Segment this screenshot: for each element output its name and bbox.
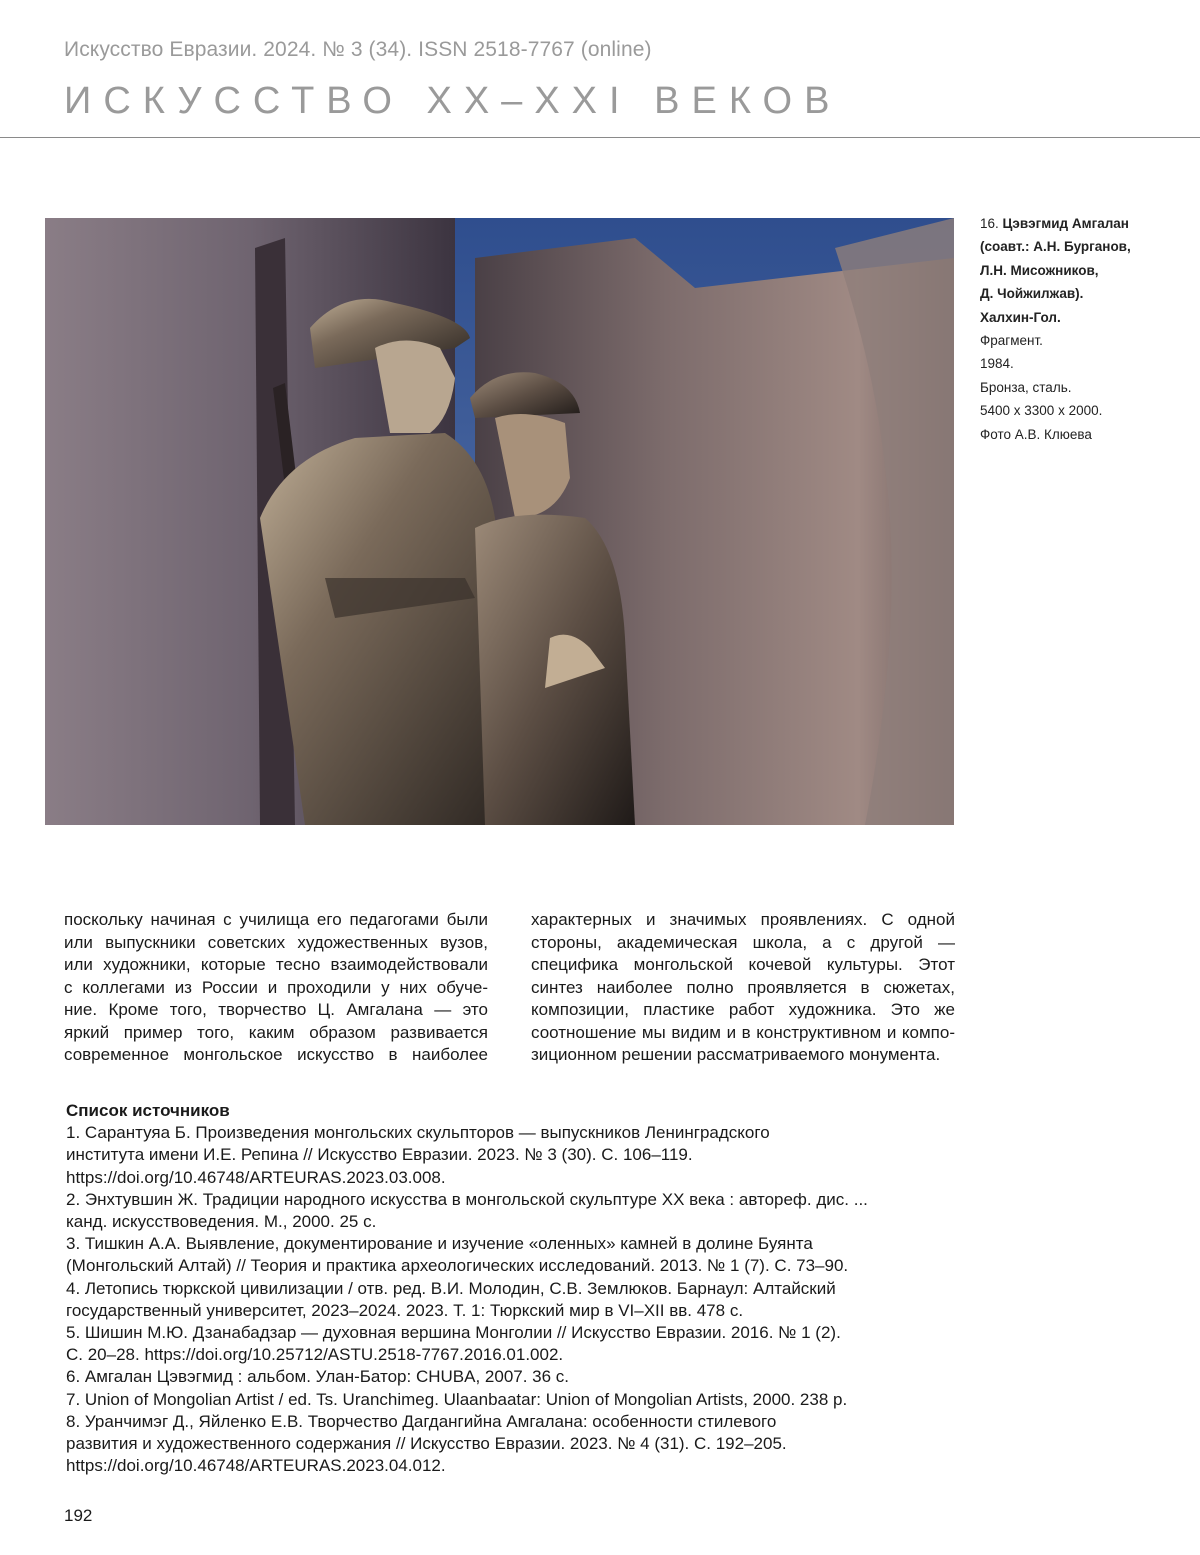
monument-photo	[45, 218, 954, 825]
reference-line: С. 20–28. https://doi.org/10.25712/ASTU.2518-7767.2016.01.002.	[66, 1345, 564, 1365]
reference-line: https://doi.org/10.46748/ARTEURAS.2023.03.008.	[66, 1167, 446, 1187]
reference-line: https://doi.org/10.46748/ARTEURAS.2023.04.012.	[66, 1456, 446, 1476]
caption-fragment: Фрагмент.	[980, 333, 1043, 349]
body-line: композиции, пластике работ художника. Это же	[531, 1000, 955, 1019]
reference-line: (Монгольский Алтай) // Теория и практика археологических исследований. 2013. № 1 (7). С. 73–90.	[66, 1256, 849, 1276]
reference-line: 5. Шишин М.Ю. Дзанабадзар — духовная вершина Монголии // Искусство Евразии. 2016. № 1 (2).	[66, 1323, 841, 1343]
body-line: стороны, академическая школа, а с другой —	[531, 932, 955, 952]
section-title: ИСКУССТВО XX–XXI ВЕКОВ	[64, 80, 842, 122]
reference-line: 6. Амгалан Цэвэгмид : альбом. Улан-Батор: CHUBA, 2007. 36 с.	[66, 1367, 570, 1387]
references-section	[66, 1100, 966, 1477]
references-heading: Список источников	[66, 1101, 230, 1120]
body-line: современное монгольское искусство в наиболее	[64, 1045, 488, 1064]
reference-line: развития и художественного содержания // Искусство Евразии. 2023. № 4 (31). С. 192–205.	[66, 1434, 787, 1454]
reference-line: 2. Энхтувшин Ж. Традиции народного искусства в монгольской скульптуре XX века : автореф. дис. ...	[66, 1189, 868, 1209]
body-line: синтез наиболее полно проявляется в сюжетах,	[531, 977, 955, 997]
caption-number: 16.	[980, 216, 999, 231]
body-line: с коллегами из России и проходили у них обуче-	[64, 977, 488, 997]
body-column-right	[531, 909, 955, 1067]
reference-line: института имени И.Е. Репина // Искусство Евразии. 2023. № 3 (30). С. 106–119.	[66, 1145, 693, 1165]
body-line: поскольку начиная с училища его педагогами были	[64, 910, 488, 929]
caption-coauthors-2: Л.Н. Мисожников,	[980, 262, 1099, 278]
journal-header: Искусство Евразии. 2024. № 3 (34). ISSN 2518-7767 (online)	[64, 38, 652, 61]
caption-author-line	[980, 212, 1180, 235]
reference-line: 7. Union of Mongolian Artist / ed. Ts. Uranchimeg. Ulaanbaatar: Union of Mongolian Artists, 2000. 238 p.	[66, 1389, 848, 1409]
page-number: 192	[64, 1506, 93, 1525]
body-line: зиционном решении рассматриваемого монумента.	[531, 1045, 941, 1064]
caption-coauthors-3: Д. Чойжилжав).	[980, 286, 1084, 302]
caption-coauthors-1: (соавт.: А.Н. Бурганов,	[980, 239, 1131, 255]
caption-material: Бронза, сталь.	[980, 379, 1072, 395]
caption-photo-credit: Фото А.В. Клюева	[980, 426, 1092, 442]
reference-line: 4. Летопись тюркской цивилизации / отв. ред. В.И. Молодин, С.В. Землюков. Барнаул: Алтайский	[66, 1278, 836, 1298]
caption-year: 1984.	[980, 356, 1014, 372]
body-line: яркий пример того, каким образом развивается	[64, 1022, 488, 1042]
body-line: или выпускники советских художественных вузов,	[64, 932, 488, 952]
body-line: ние. Кроме того, творчество Ц. Амгалана — это	[64, 1000, 488, 1019]
body-line: характерных и значимых проявлениях. С одной	[531, 910, 955, 929]
reference-line: государственный университет, 2023–2024. 2023. Т. 1: Тюркский мир в VI–XII вв. 478 с.	[66, 1300, 744, 1320]
caption-dimensions: 5400 x 3300 x 2000.	[980, 403, 1103, 419]
header-rule	[0, 137, 1200, 138]
body-line: специфика монгольской кочевой культуры. Этот	[531, 955, 955, 974]
figure-caption	[980, 212, 1180, 446]
reference-line: канд. искусствоведения. М., 2000. 25 с.	[66, 1212, 377, 1232]
caption-author: Цэвэгмид Амгалан	[1002, 216, 1129, 231]
caption-title: Халхин-Гол.	[980, 309, 1061, 325]
reference-line: 8. Уранчимэг Д., Яйленко Е.В. Творчество Дагдангийна Амгалана: особенности стилевого	[66, 1411, 777, 1431]
reference-line: 1. Сарантуяа Б. Произведения монгольских скульпторов — выпускников Ленинградского	[66, 1123, 770, 1143]
body-column-left	[64, 909, 488, 1067]
reference-line: 3. Тишкин А.А. Выявление, документирование и изучение «оленных» камней в долине Буянта	[66, 1234, 813, 1254]
body-line: или художники, которые тесно взаимодействовали	[64, 955, 488, 974]
body-line: соотношение мы видим и в конструктивном и компо-	[531, 1022, 955, 1042]
